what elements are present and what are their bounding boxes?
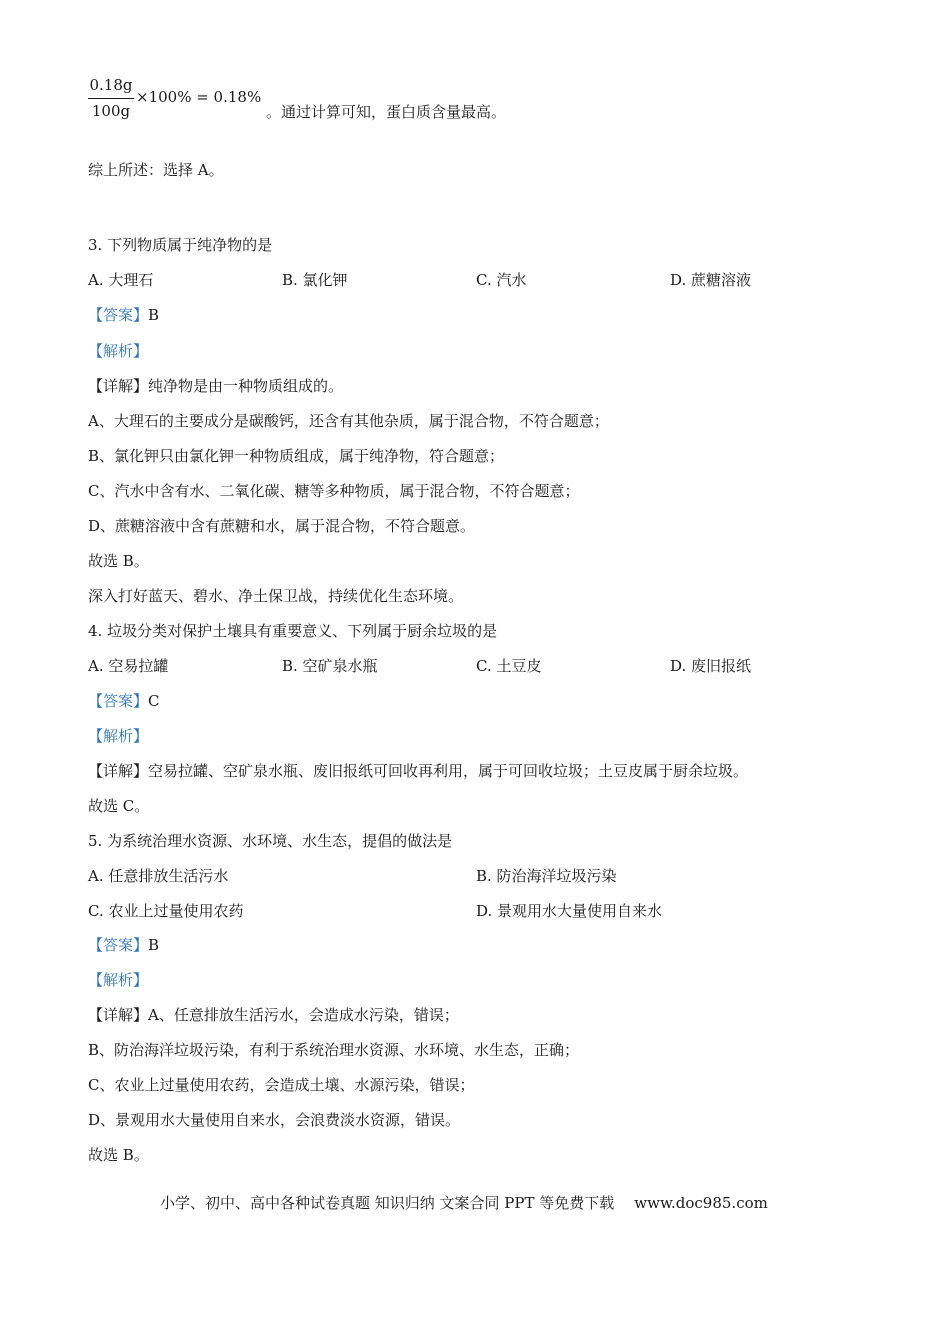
detail-tag: 【详解】 — [88, 377, 149, 395]
q4-detail — [88, 761, 748, 781]
q3-option-c: C. 汽水 — [476, 271, 527, 289]
page-footer — [160, 1192, 768, 1213]
analysis-tag: 【解析】 — [88, 342, 149, 360]
q4-option-d: D. 废旧报纸 — [670, 657, 752, 675]
q5-option-c: C. 农业上过量使用农药 — [88, 902, 244, 920]
answer-tag: 【答案】 — [88, 936, 149, 954]
q4-intro: 深入打好蓝天、碧水、净土保卫战，持续优化生态环境。 — [88, 587, 464, 605]
footer-url[interactable]: www.doc985.com — [634, 1194, 768, 1212]
q4-conclusion: 故选 C。 — [88, 797, 150, 815]
q4-option-c: C. 土豆皮 — [476, 657, 542, 675]
q3-option-d: D. 蔗糖溶液 — [670, 271, 752, 289]
q4-stem: 4. 垃圾分类对保护土壤具有重要意义、下列属于厨余垃圾的是 — [88, 622, 498, 640]
fraction-denominator: 100g — [91, 102, 131, 120]
q4-detail-text: 空易拉罐、空矿泉水瓶、废旧报纸可回收再利用，属于可回收垃圾；土豆皮属于厨余垃圾。 — [148, 762, 749, 780]
q3-answer — [88, 305, 159, 325]
summary-line: 综上所述：选择 A。 — [88, 161, 224, 179]
q4-answer-value: C — [148, 692, 160, 710]
q5-answer-value: B — [148, 936, 160, 954]
formula-conclusion: 。通过计算可知，蛋白质含量最高。 — [266, 103, 507, 121]
q4-analysis — [88, 726, 148, 746]
answer-tag: 【答案】 — [88, 306, 149, 324]
q5-detail — [88, 1005, 459, 1025]
q5-option-b: B. 防治海洋垃圾污染 — [476, 867, 617, 885]
q3-detail-text: 纯净物是由一种物质组成的。 — [148, 377, 344, 395]
q5-analysis — [88, 970, 148, 990]
q5-explain-c: C、农业上过量使用农药，会造成土壤、水源污染，错误； — [88, 1076, 475, 1094]
q3-stem: 3. 下列物质属于纯净物的是 — [88, 236, 273, 254]
q5-option-a: A. 任意排放生活污水 — [88, 867, 229, 885]
q3-detail — [88, 376, 343, 396]
q3-option-a: A. 大理石 — [88, 271, 154, 289]
q5-explain-b: B、防治海洋垃圾污染，有利于系统治理水资源、水环境、水生态，正确； — [88, 1041, 580, 1059]
q3-answer-value: B — [148, 306, 160, 324]
q5-answer — [88, 935, 159, 955]
analysis-tag: 【解析】 — [88, 727, 149, 745]
q3-conclusion: 故选 B。 — [88, 552, 149, 570]
q3-explain-a: A、大理石的主要成分是碳酸钙，还含有其他杂质，属于混合物，不符合题意； — [88, 412, 609, 430]
q3-explain-d: D、蔗糖溶液中含有蔗糖和水，属于混合物，不符合题意。 — [88, 517, 476, 535]
q5-stem: 5. 为系统治理水资源、水环境、水生态，提倡的做法是 — [88, 832, 453, 850]
fraction-numerator: 0.18g — [89, 76, 133, 94]
q5-explain-d: D、景观用水大量使用自来水，会浪费淡水资源，错误。 — [88, 1111, 461, 1129]
q3-explain-c: C、汽水中含有水、二氧化碳、糖等多种物质，属于混合物，不符合题意； — [88, 482, 580, 500]
q5-option-d: D. 景观用水大量使用自来水 — [476, 902, 663, 920]
detail-tag: 【详解】 — [88, 1006, 149, 1024]
q4-answer — [88, 691, 160, 711]
fraction-bar — [88, 98, 134, 99]
q3-option-b: B. 氯化钾 — [282, 271, 348, 289]
detail-tag: 【详解】 — [88, 762, 149, 780]
q4-option-a: A. 空易拉罐 — [88, 657, 169, 675]
q5-conclusion: 故选 B。 — [88, 1146, 149, 1164]
q5-detail-text: A、任意排放生活污水，会造成水污染，错误； — [148, 1006, 459, 1024]
percentage-formula — [88, 74, 528, 124]
footer-text: 小学、初中、高中各种试卷真题 知识归纳 文案合同 PPT 等免费下载 — [160, 1194, 615, 1212]
analysis-tag: 【解析】 — [88, 971, 149, 989]
q3-analysis — [88, 341, 148, 361]
answer-tag: 【答案】 — [88, 692, 149, 710]
formula-rhs: ×100% = 0.18% — [136, 88, 262, 106]
q3-explain-b: B、氯化钾只由氯化钾一种物质组成，属于纯净物，符合题意； — [88, 447, 505, 465]
q4-option-b: B. 空矿泉水瓶 — [282, 657, 378, 675]
